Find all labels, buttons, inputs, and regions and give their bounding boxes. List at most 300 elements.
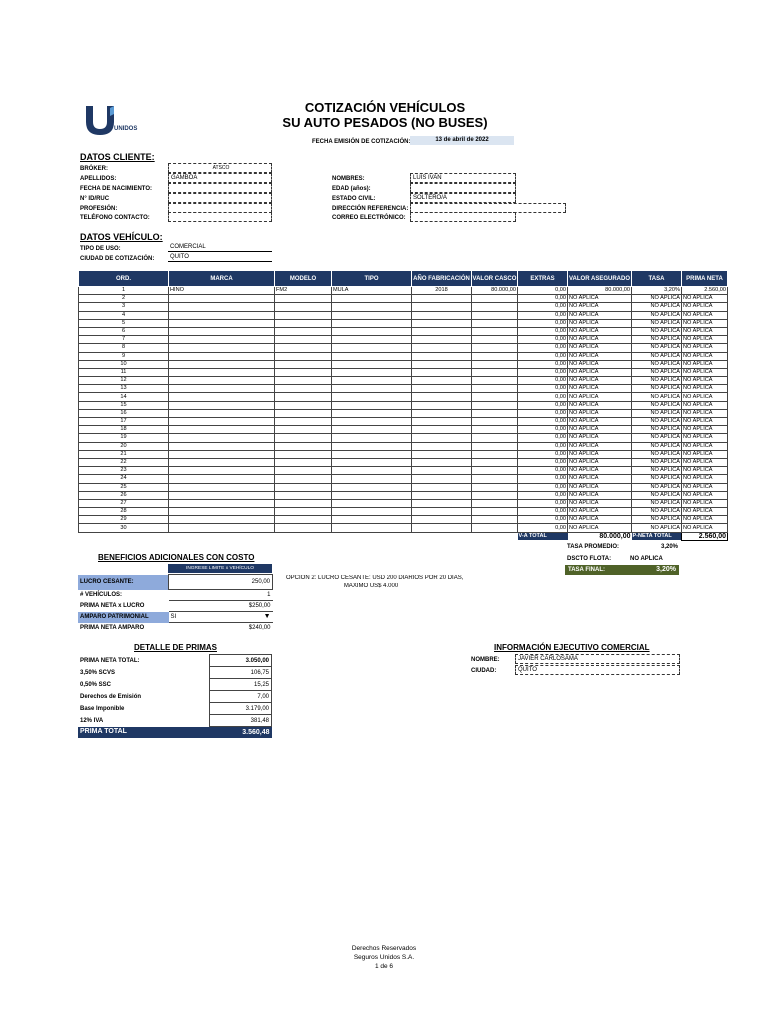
table-cell[interactable]: 0,00	[518, 458, 568, 466]
primas-row-label: 3,50% SCVS	[80, 669, 116, 676]
table-cell[interactable]	[332, 458, 412, 466]
column-header: MODELO	[275, 271, 332, 287]
table-cell[interactable]	[169, 426, 275, 434]
table-cell[interactable]	[169, 319, 275, 327]
table-cell[interactable]	[275, 344, 332, 352]
ejecutivo-title: INFORMACIÓN EJECUTIVO COMERCIAL	[494, 643, 650, 652]
table-cell[interactable]	[169, 401, 275, 409]
table-cell[interactable]	[275, 524, 332, 532]
table-cell: 26	[79, 491, 169, 499]
tasa-final-value: 3,20%	[656, 566, 676, 573]
table-cell[interactable]	[472, 352, 518, 360]
table-cell[interactable]: 2018	[412, 287, 472, 295]
table-cell[interactable]	[332, 418, 412, 426]
table-cell[interactable]	[169, 475, 275, 483]
dscto-flota-label: DSCTO FLOTA:	[567, 556, 612, 562]
table-cell[interactable]	[169, 327, 275, 335]
table-cell[interactable]	[275, 352, 332, 360]
primas-row-label: 0,50% SSC	[80, 681, 112, 688]
table-cell: NO APLICA	[632, 393, 682, 401]
table-cell[interactable]	[275, 393, 332, 401]
table-cell[interactable]: 0,00	[518, 352, 568, 360]
telefono-field[interactable]	[168, 212, 272, 222]
table-cell[interactable]	[275, 295, 332, 303]
table-cell[interactable]	[332, 442, 412, 450]
table-cell: NO APLICA	[568, 336, 632, 344]
table-cell[interactable]	[332, 303, 412, 311]
table-cell[interactable]	[332, 450, 412, 458]
table-row	[79, 377, 728, 385]
table-cell[interactable]	[472, 303, 518, 311]
table-cell[interactable]	[472, 311, 518, 319]
table-cell[interactable]	[472, 426, 518, 434]
table-cell[interactable]	[275, 491, 332, 499]
table-cell[interactable]: 0,00	[518, 483, 568, 491]
id-field[interactable]	[168, 193, 272, 203]
estado-civil-label: ESTADO CIVIL:	[332, 196, 376, 202]
table-cell[interactable]	[169, 499, 275, 507]
table-cell[interactable]	[275, 442, 332, 450]
table-cell[interactable]	[275, 508, 332, 516]
table-cell: NO APLICA	[632, 311, 682, 319]
table-cell[interactable]	[412, 434, 472, 442]
table-cell[interactable]	[332, 491, 412, 499]
table-row	[79, 401, 728, 409]
table-row	[79, 483, 728, 491]
table-cell[interactable]	[472, 360, 518, 368]
table-cell[interactable]: 0,00	[518, 360, 568, 368]
table-cell: NO APLICA	[682, 303, 728, 311]
table-cell[interactable]: 0,00	[518, 311, 568, 319]
table-cell: NO APLICA	[632, 409, 682, 417]
table-row	[79, 327, 728, 335]
table-cell[interactable]	[412, 319, 472, 327]
table-cell[interactable]	[472, 475, 518, 483]
table-cell[interactable]	[472, 508, 518, 516]
table-cell[interactable]: 0,00	[518, 516, 568, 524]
table-cell: NO APLICA	[682, 311, 728, 319]
table-cell: 22	[79, 458, 169, 466]
table-cell: 19	[79, 434, 169, 442]
table-cell: NO APLICA	[682, 434, 728, 442]
table-cell[interactable]: 0,00	[518, 368, 568, 376]
ejecutivo-ciudad-field[interactable]: QUITO	[515, 665, 680, 675]
table-cell[interactable]	[169, 368, 275, 376]
table-row	[79, 491, 728, 499]
table-cell: NO APLICA	[568, 491, 632, 499]
table-cell[interactable]	[472, 409, 518, 417]
table-cell[interactable]: 0,00	[518, 508, 568, 516]
primas-row-value: 7,00	[209, 691, 271, 703]
table-cell[interactable]: 0,00	[518, 336, 568, 344]
table-cell[interactable]: 0,00	[518, 499, 568, 507]
ejecutivo-nombre-field[interactable]: JAVIER CARLOSAMA	[515, 654, 680, 664]
table-row	[79, 344, 728, 352]
table-cell[interactable]	[412, 409, 472, 417]
table-cell[interactable]	[412, 336, 472, 344]
table-cell[interactable]: 0,00	[518, 475, 568, 483]
nombres-field[interactable]: LUIS IVAN	[410, 173, 516, 183]
table-row	[79, 434, 728, 442]
table-cell[interactable]	[169, 491, 275, 499]
table-cell[interactable]	[412, 393, 472, 401]
table-cell[interactable]	[472, 434, 518, 442]
table-cell[interactable]	[412, 508, 472, 516]
vehicles-table	[78, 270, 728, 541]
table-cell[interactable]	[332, 499, 412, 507]
table-cell[interactable]	[472, 336, 518, 344]
table-cell[interactable]	[472, 319, 518, 327]
table-cell[interactable]	[472, 483, 518, 491]
broker-field[interactable]: ATSCO	[168, 163, 272, 173]
table-row	[79, 458, 728, 466]
direccion-label: DIRECCIÓN REFERENCIA:	[332, 206, 409, 212]
table-cell[interactable]	[412, 327, 472, 335]
table-cell[interactable]: 0,00	[518, 287, 568, 295]
table-cell: NO APLICA	[632, 458, 682, 466]
amparo-select[interactable]	[169, 612, 273, 623]
prima-total-label: PRIMA TOTAL	[80, 728, 127, 736]
table-cell: 27	[79, 499, 169, 507]
table-cell[interactable]	[412, 303, 472, 311]
table-cell[interactable]	[332, 434, 412, 442]
id-label: N° ID/RUC	[80, 196, 110, 202]
table-cell: NO APLICA	[568, 508, 632, 516]
table-cell[interactable]	[472, 368, 518, 376]
table-cell[interactable]: 0,00	[518, 450, 568, 458]
correo-field[interactable]	[410, 212, 516, 222]
table-cell[interactable]	[332, 516, 412, 524]
primas-title: DETALLE DE PRIMAS	[134, 643, 217, 652]
table-cell[interactable]	[169, 442, 275, 450]
vehiculo-section-title: DATOS VEHÍCULO:	[80, 232, 163, 242]
table-cell[interactable]	[412, 295, 472, 303]
table-cell[interactable]	[275, 450, 332, 458]
table-cell[interactable]	[169, 450, 275, 458]
table-cell[interactable]	[169, 434, 275, 442]
table-cell[interactable]	[412, 352, 472, 360]
table-cell[interactable]	[275, 467, 332, 475]
opcion-line2: MÁXIMO US$ 4.000	[343, 583, 399, 589]
table-cell: 8	[79, 344, 169, 352]
table-cell: NO APLICA	[568, 450, 632, 458]
table-cell[interactable]	[472, 524, 518, 532]
table-cell[interactable]	[472, 491, 518, 499]
table-cell: 9	[79, 352, 169, 360]
table-cell[interactable]	[472, 393, 518, 401]
table-cell: 5	[79, 319, 169, 327]
table-cell[interactable]	[169, 336, 275, 344]
table-cell[interactable]: 0,00	[518, 434, 568, 442]
table-row	[79, 352, 728, 360]
ciudad-field[interactable]: QUITO	[168, 254, 272, 262]
table-cell[interactable]	[275, 360, 332, 368]
table-cell[interactable]: 0,00	[518, 344, 568, 352]
table-cell[interactable]	[169, 303, 275, 311]
table-cell: NO APLICA	[682, 458, 728, 466]
table-cell[interactable]	[169, 483, 275, 491]
dscto-flota-value: NO APLICA	[630, 556, 663, 562]
table-cell: 18	[79, 426, 169, 434]
table-cell[interactable]	[412, 377, 472, 385]
table-cell: NO APLICA	[568, 426, 632, 434]
table-cell[interactable]: 0,00	[518, 319, 568, 327]
ciudad-label: CIUDAD DE COTIZACIÓN:	[80, 256, 155, 262]
table-cell[interactable]	[472, 450, 518, 458]
table-cell[interactable]: 0,00	[518, 467, 568, 475]
table-cell[interactable]: 0,00	[518, 442, 568, 450]
table-cell[interactable]	[169, 508, 275, 516]
cliente-section-title: DATOS CLIENTE:	[80, 152, 155, 162]
table-cell: NO APLICA	[682, 385, 728, 393]
column-header: ORD.	[79, 271, 169, 287]
table-cell[interactable]	[332, 401, 412, 409]
table-cell: NO APLICA	[568, 524, 632, 532]
table-cell[interactable]	[169, 385, 275, 393]
table-cell[interactable]	[332, 409, 412, 417]
table-row	[79, 426, 728, 434]
table-cell[interactable]	[412, 385, 472, 393]
table-row	[79, 418, 728, 426]
table-cell[interactable]	[412, 344, 472, 352]
table-cell[interactable]	[332, 385, 412, 393]
estado-civil-field[interactable]: SOLTERO/A	[410, 193, 516, 203]
table-cell[interactable]	[412, 475, 472, 483]
uso-field[interactable]: COMERCIAL	[168, 244, 272, 252]
table-cell[interactable]	[275, 426, 332, 434]
primas-row	[78, 703, 272, 715]
table-cell[interactable]	[412, 426, 472, 434]
tasa-final-row	[565, 565, 679, 575]
table-cell[interactable]	[275, 311, 332, 319]
table-cell[interactable]	[472, 516, 518, 524]
table-cell[interactable]	[332, 524, 412, 532]
table-cell: 2.560,00	[682, 287, 728, 295]
table-cell[interactable]	[332, 393, 412, 401]
table-cell[interactable]	[332, 483, 412, 491]
table-cell[interactable]	[332, 311, 412, 319]
table-cell[interactable]	[412, 360, 472, 368]
table-cell[interactable]	[169, 418, 275, 426]
table-cell[interactable]	[472, 401, 518, 409]
table-cell[interactable]	[412, 401, 472, 409]
table-cell[interactable]	[332, 336, 412, 344]
table-cell[interactable]: HINO	[169, 287, 275, 295]
table-cell[interactable]	[169, 352, 275, 360]
table-cell[interactable]	[412, 491, 472, 499]
table-cell[interactable]	[472, 377, 518, 385]
table-cell[interactable]	[332, 368, 412, 376]
table-cell[interactable]	[275, 475, 332, 483]
table-cell: NO APLICA	[568, 352, 632, 360]
table-cell: NO APLICA	[568, 483, 632, 491]
table-cell[interactable]	[472, 418, 518, 426]
table-cell: NO APLICA	[682, 508, 728, 516]
company-logo	[84, 104, 144, 138]
table-cell: 15	[79, 401, 169, 409]
table-cell[interactable]: 0,00	[518, 327, 568, 335]
table-cell[interactable]	[412, 418, 472, 426]
table-cell[interactable]	[169, 311, 275, 319]
table-cell: 20	[79, 442, 169, 450]
table-cell[interactable]	[412, 483, 472, 491]
table-cell[interactable]	[275, 409, 332, 417]
table-cell[interactable]	[332, 508, 412, 516]
table-cell[interactable]: MULA	[332, 287, 412, 295]
table-cell: NO APLICA	[568, 516, 632, 524]
table-cell[interactable]: FM2	[275, 287, 332, 295]
table-cell[interactable]	[412, 311, 472, 319]
table-cell[interactable]	[332, 360, 412, 368]
primas-row-value: 15,25	[209, 679, 271, 691]
table-cell: 2	[79, 295, 169, 303]
table-row	[79, 524, 728, 532]
table-cell[interactable]	[472, 295, 518, 303]
table-cell: NO APLICA	[682, 352, 728, 360]
dropdown-arrow-icon[interactable]: ▼	[263, 613, 271, 620]
table-cell[interactable]	[275, 336, 332, 344]
table-cell[interactable]	[169, 524, 275, 532]
table-cell[interactable]: 0,00	[518, 491, 568, 499]
table-cell[interactable]	[332, 319, 412, 327]
table-cell[interactable]	[275, 434, 332, 442]
table-cell: NO APLICA	[632, 303, 682, 311]
table-cell: NO APLICA	[568, 409, 632, 417]
table-row	[79, 450, 728, 458]
table-cell[interactable]	[275, 385, 332, 393]
column-header: TASA	[632, 271, 682, 287]
prima-lucro-value: $250,00	[169, 601, 273, 612]
table-cell[interactable]	[472, 499, 518, 507]
table-cell: NO APLICA	[632, 426, 682, 434]
table-row	[79, 311, 728, 319]
table-cell: NO APLICA	[632, 401, 682, 409]
table-cell: NO APLICA	[682, 426, 728, 434]
table-cell[interactable]	[169, 516, 275, 524]
table-cell[interactable]	[472, 344, 518, 352]
table-cell[interactable]	[332, 352, 412, 360]
table-cell[interactable]: 0,00	[518, 385, 568, 393]
table-cell[interactable]	[169, 344, 275, 352]
table-cell[interactable]: 0,00	[518, 303, 568, 311]
table-cell[interactable]	[472, 385, 518, 393]
table-cell[interactable]	[275, 303, 332, 311]
primas-table	[78, 654, 272, 738]
table-cell: NO APLICA	[632, 327, 682, 335]
table-cell[interactable]	[412, 458, 472, 466]
table-cell[interactable]: 0,00	[518, 377, 568, 385]
table-cell[interactable]	[412, 499, 472, 507]
amparo-label: AMPARO PATRIMONIAL	[78, 612, 169, 623]
table-cell[interactable]	[472, 458, 518, 466]
table-cell[interactable]	[412, 450, 472, 458]
table-cell[interactable]	[275, 377, 332, 385]
primas-row-label: 12% IVA	[80, 717, 104, 724]
table-cell: NO APLICA	[682, 450, 728, 458]
table-cell[interactable]: 0,00	[518, 409, 568, 417]
table-cell: 3,20%	[632, 287, 682, 295]
table-cell: NO APLICA	[568, 475, 632, 483]
logo-u-icon	[84, 104, 144, 138]
column-header: TIPO	[332, 271, 412, 287]
table-cell[interactable]	[332, 426, 412, 434]
table-cell[interactable]	[275, 483, 332, 491]
table-cell[interactable]	[275, 401, 332, 409]
table-cell[interactable]	[275, 418, 332, 426]
table-cell[interactable]	[169, 393, 275, 401]
primas-row-label: Base Imponible	[80, 705, 125, 712]
table-cell[interactable]	[332, 344, 412, 352]
primas-row	[78, 715, 272, 727]
table-cell[interactable]	[412, 442, 472, 450]
table-cell: NO APLICA	[682, 393, 728, 401]
page-subtitle: SU AUTO PESADOS (NO BUSES)	[282, 115, 488, 130]
table-cell: NO APLICA	[632, 475, 682, 483]
primas-row	[78, 691, 272, 703]
table-cell[interactable]: 80.000,00	[472, 287, 518, 295]
edad-field[interactable]	[410, 183, 516, 193]
table-cell[interactable]	[169, 295, 275, 303]
table-cell[interactable]	[412, 368, 472, 376]
table-cell: 28	[79, 508, 169, 516]
apellidos-field[interactable]: GAMBOA	[168, 173, 272, 183]
table-cell[interactable]: 0,00	[518, 295, 568, 303]
table-cell: NO APLICA	[632, 450, 682, 458]
table-cell[interactable]	[275, 319, 332, 327]
table-cell[interactable]	[412, 516, 472, 524]
fecha-value: 13 de abril de 2022	[410, 136, 514, 145]
table-cell: NO APLICA	[682, 377, 728, 385]
table-cell[interactable]	[332, 295, 412, 303]
table-cell[interactable]: 0,00	[518, 426, 568, 434]
table-cell[interactable]: 0,00	[518, 393, 568, 401]
table-cell[interactable]	[412, 524, 472, 532]
table-cell[interactable]	[332, 327, 412, 335]
table-cell[interactable]	[275, 458, 332, 466]
table-cell[interactable]	[275, 499, 332, 507]
table-cell[interactable]	[332, 467, 412, 475]
nacimiento-field[interactable]	[168, 183, 272, 193]
table-cell[interactable]	[472, 327, 518, 335]
column-header: VALOR CASCO	[472, 271, 518, 287]
table-cell[interactable]	[472, 467, 518, 475]
table-cell[interactable]	[472, 442, 518, 450]
table-cell[interactable]	[332, 377, 412, 385]
edad-label: EDAD (años):	[332, 186, 371, 192]
table-cell[interactable]	[169, 377, 275, 385]
table-row	[79, 360, 728, 368]
table-cell: 13	[79, 385, 169, 393]
table-cell[interactable]: 0,00	[518, 401, 568, 409]
table-cell[interactable]: 0,00	[518, 524, 568, 532]
table-cell[interactable]	[412, 467, 472, 475]
table-cell: NO APLICA	[632, 491, 682, 499]
table-cell[interactable]	[169, 458, 275, 466]
table-cell: NO APLICA	[682, 409, 728, 417]
table-cell[interactable]	[275, 516, 332, 524]
table-cell[interactable]	[275, 327, 332, 335]
lucro-input[interactable]: 250,00	[169, 575, 273, 590]
fecha-label: FECHA EMISIÓN DE COTIZACIÓN:	[312, 139, 411, 145]
table-cell[interactable]: 0,00	[518, 418, 568, 426]
table-cell[interactable]	[169, 409, 275, 417]
table-cell: NO APLICA	[568, 418, 632, 426]
va-total-label: V-A TOTAL	[518, 532, 568, 540]
table-cell[interactable]	[169, 360, 275, 368]
table-cell[interactable]	[275, 368, 332, 376]
table-cell[interactable]	[332, 475, 412, 483]
table-cell[interactable]	[169, 467, 275, 475]
